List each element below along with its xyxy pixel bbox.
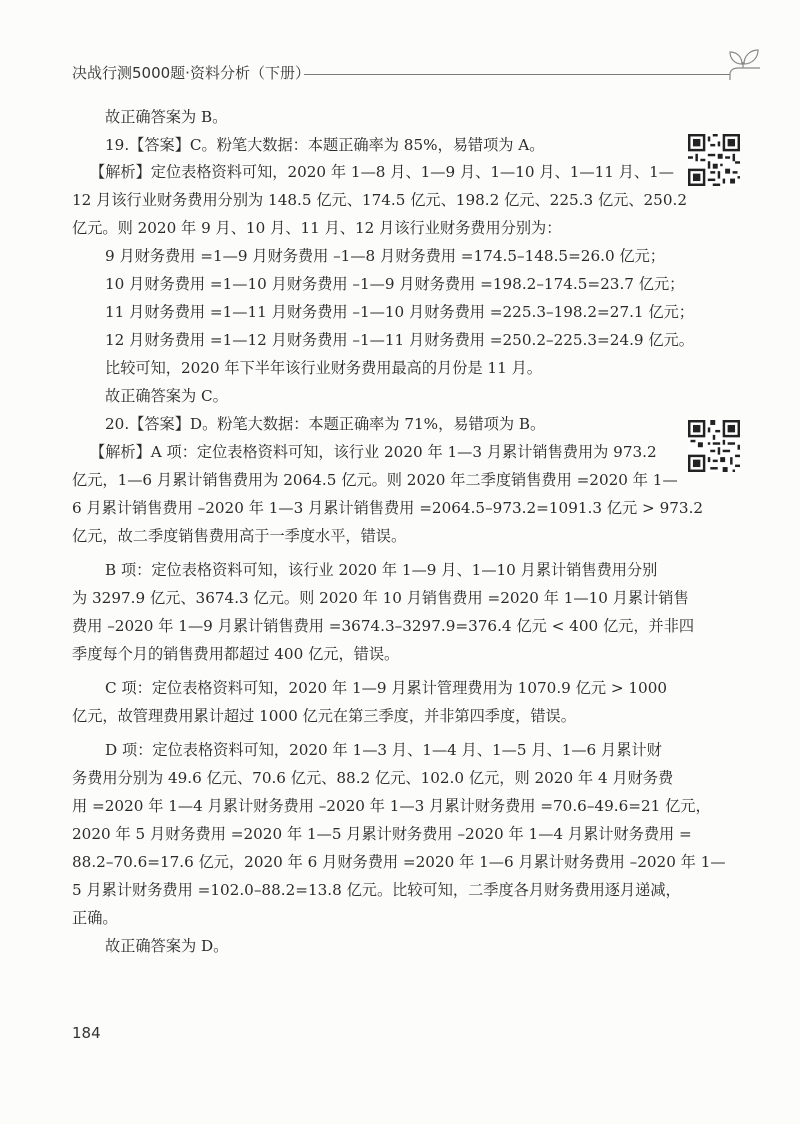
- text-line: 为 3297.9 亿元、3674.3 亿元。则 2020 年 10 月销售费用 =2020 年 1—10 月累计销售: [72, 589, 689, 607]
- qr-code-icon[interactable]: [688, 420, 740, 472]
- text-line: 亿元，故二季度销售费用高于一季度水平，错误。: [72, 527, 407, 545]
- qr-code-icon[interactable]: [688, 134, 740, 186]
- text-line: 务费用分别为 49.6 亿元、70.6 亿元、88.2 亿元、102.0 亿元，则 2020 年 4 月财务费: [72, 769, 674, 787]
- text-line: 季度每个月的销售费用都超过 400 亿元，错误。: [72, 645, 400, 663]
- text-line: 12 月该行业财务费用分别为 148.5 亿元、174.5 亿元、198.2 亿元、225.3 亿元、250.2: [72, 191, 687, 209]
- text-line: 亿元，故管理费用累计超过 1000 亿元在第三季度，并非第四季度，错误。: [72, 707, 576, 725]
- text-line: 12 月财务费用 =1—12 月财务费用 –1—11 月财务费用 =250.2–225.3=24.9 亿元。: [105, 331, 694, 349]
- text-line: 【解析】A 项：定位表格资料可知，该行业 2020 年 1—3 月累计销售费用为 973.2: [90, 443, 657, 461]
- text-line: 用 =2020 年 1—4 月累计财务费用 –2020 年 1—3 月累计财务费用 =70.6–49.6=21 亿元，: [72, 797, 711, 815]
- text-line: B 项：定位表格资料可知，该行业 2020 年 1—9 月、1—10 月累计销售费用分别: [105, 561, 658, 579]
- page-number: 184: [72, 1024, 101, 1042]
- text-line: 19.【答案】C。粉笔大数据：本题正确率为 85%，易错项为 A。: [105, 136, 545, 154]
- text-line: 5 月累计财务费用 =102.0–88.2=13.8 亿元。比较可知，二季度各月财务费用逐月递减，: [72, 881, 681, 899]
- text-line: 比较可知，2020 年下半年该行业财务费用最高的月份是 11 月。: [105, 359, 542, 377]
- text-line: 88.2–70.6=17.6 亿元，2020 年 6 月财务费用 =2020 年 1—6 月累计财务费用 –2020 年 1—: [72, 853, 726, 871]
- text-line: 亿元。则 2020 年 9 月、10 月、11 月、12 月该行业财务费用分别为：: [72, 219, 562, 237]
- text-line: 故正确答案为 B。: [105, 108, 228, 126]
- text-line: 故正确答案为 D。: [105, 937, 229, 955]
- text-line: 费用 –2020 年 1—9 月累计销售费用 =3674.3–3297.9=376.4 亿元 < 400 亿元，并非四: [72, 617, 695, 635]
- text-line: 9 月财务费用 =1—9 月财务费用 –1—8 月财务费用 =174.5–148.5=26.0 亿元；: [105, 247, 665, 265]
- text-line: 亿元，1—6 月累计销售费用为 2064.5 亿元。则 2020 年二季度销售费用 =2020 年 1—: [72, 471, 678, 489]
- text-line: 正确。: [72, 909, 118, 927]
- text-line: 【解析】定位表格资料可知，2020 年 1—8 月、1—9 月、1—10 月、1—11 月、1—: [90, 163, 674, 181]
- text-line: 10 月财务费用 =1—10 月财务费用 –1—9 月财务费用 =198.2–174.5=23.7 亿元；: [105, 275, 685, 293]
- text-line: 2020 年 5 月财务费用 =2020 年 1—5 月累计财务费用 –2020 年 1—4 月累计财务费用 =: [72, 825, 692, 843]
- book-title: 决战行测5000题·资料分析（下册）: [72, 64, 310, 82]
- text-line: 6 月累计销售费用 –2020 年 1—3 月累计销售费用 =2064.5–973.2=1091.3 亿元 > 973.2: [72, 499, 704, 517]
- text-line: D 项：定位表格资料可知，2020 年 1—3 月、1—4 月、1—5 月、1—6 月累计财: [105, 741, 662, 759]
- text-line: 故正确答案为 C。: [105, 387, 228, 405]
- text-line: C 项：定位表格资料可知，2020 年 1—9 月累计管理费用为 1070.9 亿元 > 1000: [105, 679, 668, 697]
- text-line: 11 月财务费用 =1—11 月财务费用 –1—10 月财务费用 =225.3–198.2=27.1 亿元；: [105, 303, 694, 321]
- text-line: 20.【答案】D。粉笔大数据：本题正确率为 71%，易错项为 B。: [105, 415, 546, 433]
